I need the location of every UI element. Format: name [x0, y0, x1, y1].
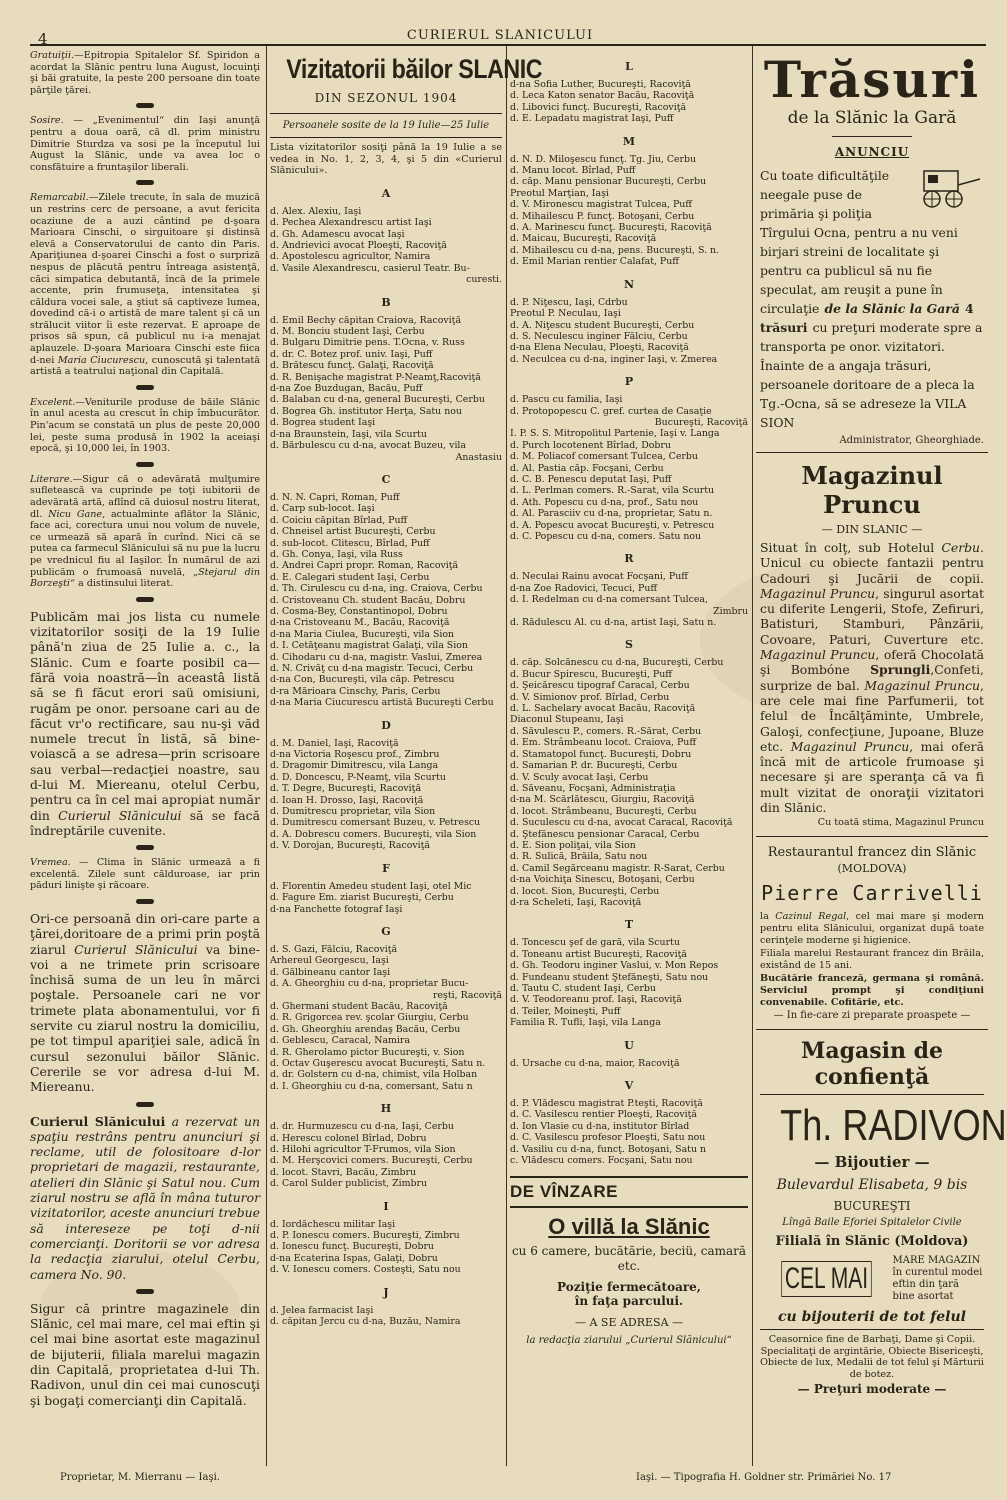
radivon-tagline — [760, 1255, 984, 1303]
visitor-entry: d. Toneanu artist Bucureşti, Racoviţă — [510, 948, 687, 960]
visitor-entry: d-na Maria Ciucurescu artistă Bucureşti Cerbu — [270, 697, 494, 709]
visitor-entry: d. căpitan Jercu cu d-na, Buzău, Namira — [270, 1316, 461, 1328]
section-letter: F — [382, 861, 390, 875]
visitor-entry: d. T. Degre, Bucureşti, Racoviţă — [270, 783, 422, 795]
trasuri-signature: Administrator, Gheorghiade. — [839, 435, 984, 446]
visitor-entry: d. Gh. Adamescu avocat Iaşi — [270, 228, 405, 240]
visitor-entry: d. N. N. Capri, Roman, Puff — [270, 491, 400, 503]
restaurant-text: la Cazinul Regal, cel mai mare şi modern pentru elita Slănicului, organizat după toate cerinţele moderne şi higienice. — [760, 911, 984, 946]
ornament-icon — [30, 459, 260, 470]
news-item: Sigur că printre magazinele din Slănic, cel mai mare, cel mai eftin şi cel mai bine asortat este magazinul de bijuterii, filiala marelui magazin din Capitală, proprietatea d-lui Th. Radivon, unul din cei mai cunoscuţi şi bogaţi comercianţi din Capitală. — [30, 1300, 260, 1408]
visitor-entry: d. I. Cetăţeanu magistrat Galaţi, vila Sion — [270, 640, 468, 652]
visitor-entry: d. C. Vasilescu rentier Ploeşti, Racoviţă — [510, 1109, 697, 1121]
visitor-entry: d. Herescu colonel Bîrlad, Dobru — [270, 1132, 427, 1144]
visitor-entry: d-na Con, Bucureşti, vila căp. Petrescu — [270, 674, 455, 686]
radivon-prices: — Preţuri moderate — — [797, 1382, 947, 1397]
column-divider — [752, 46, 753, 1466]
visitor-entry: d. Protopopescu C. gref. curtea de Casaţie — [510, 405, 712, 417]
trasuri-title: Trăsuri — [763, 50, 981, 109]
visitor-entry: d. V. Mironescu magistrat Tulcea, Puff — [510, 199, 692, 211]
section-letter: T — [624, 918, 634, 932]
visitor-entry: Bucureşti, Racoviţă — [654, 416, 748, 428]
restaurant-ad — [756, 837, 988, 1030]
visitor-entry: d. Cosma-Bey, Constantinopol, Dobru — [270, 605, 448, 617]
visitor-entry: d. Săvulescu P., comers. R.-Sărat, Cerbu — [510, 725, 702, 737]
visitor-entry: d. Vasile Alexandrescu, casierul Teatr. Bu- — [270, 262, 470, 274]
divider — [760, 1094, 984, 1095]
section-letter: H — [380, 1102, 392, 1116]
visitor-entry: d-na Maria Ciulea, Bucureşti, vila Sion — [270, 628, 455, 640]
ornament-icon — [30, 842, 260, 853]
visitor-entry: d. Brătescu funcţ. Galaţi, Racoviţă — [270, 360, 434, 372]
visitor-entry: d. Gălbineanu cantor Iaşi — [270, 966, 391, 978]
visitor-entry: d. Neculcea cu d-na, inginer Iaşi, v. Zmerea — [510, 353, 718, 365]
visitor-entry: d. Octav Guşerescu avocat Bucureşti, Satu n. — [270, 1057, 486, 1069]
visitor-entry: d-na Fanchette fotograf Iaşi — [270, 903, 403, 915]
visitor-entry: c. Vlădescu comers. Focşani, Satu nou — [510, 1155, 693, 1167]
trasuri-text-2: cu preţuri moderate spre a transporta pe onor. vizitatori. Înainte de a angaja trăsuri, persoanele doritoare de a pleca la Tg.-Ocna, să se adreseze la VILA SION — [760, 320, 983, 430]
visitor-entry: d. Dragomir Dimitrescu, vila Langa — [270, 760, 439, 772]
visitor-entry: Preotul Marţian, Iaşi — [510, 187, 609, 199]
news-item: Vremea. — Clima în Slănic urmează a fi excelentă. Zilele sunt călduroase, iar prin păduri linişte şi răcoare. — [30, 857, 260, 892]
visitor-entry: d. C. Popescu cu d-na, comers. Satu nou — [510, 531, 702, 542]
visitor-entry: d. V. Simionov prof. Bîrlad, Cerbu — [510, 691, 670, 703]
visitor-entry: I. P. S. S. Mitropolitul Partenie, Iaşi v. Langa — [510, 428, 720, 440]
visitor-entry: d. D. Doncescu, P-Neamţ, vila Scurtu — [270, 771, 446, 783]
divider — [760, 1329, 984, 1330]
visitor-entry: d. R. Gherolamo pictor Bucureşti, v. Sion — [270, 1046, 465, 1058]
visitor-entry: d. Balaban cu d-na, general Bucureşti, Cerbu — [270, 394, 485, 406]
radivon-heading: Magasin de confienţă — [800, 1038, 944, 1091]
visitor-entry: d. Maicau, Bucureşti, Racoviţă — [510, 233, 657, 245]
visitor-entry: d. Ion Vlasie cu d-na, institutor Bîrlad — [510, 1120, 690, 1132]
visitor-entry: d. căp. Solcănescu cu d-na, Bucureşti, Cerbu — [510, 657, 724, 669]
restaurant-title: Restaurantul francez din Slănic — [767, 845, 977, 861]
visitor-entry: d. E. Lepadatu magistrat Iaşi, Puff — [510, 113, 674, 125]
visitor-entry: d-na Sofia Luther, Bucureşti, Racoviţă — [510, 79, 691, 90]
pruncu-title: Magazinul Pruncu — [801, 461, 943, 519]
divider — [832, 136, 912, 137]
restaurant-location: (MOLDOVA) — [837, 862, 907, 876]
visitor-entry: d. Iordăchescu militar Iaşi — [270, 1218, 396, 1230]
visitor-entry: d. Emil Bechy căpitan Craiova, Racoviţă — [270, 314, 462, 326]
visitor-entry: d. Săveanu, Focşani, Administraţia — [510, 782, 676, 794]
section-letter: B — [381, 295, 391, 309]
visitor-entry: d. Ghermani student Bacău, Racoviţă — [270, 1000, 448, 1012]
visitor-entry: d. Ştefănescu pensionar Caracal, Cerbu — [510, 828, 700, 840]
visitor-entry: d. M. Poliacof comersant Tulcea, Cerbu — [510, 451, 698, 463]
visitors-list-column — [510, 50, 748, 1462]
visitor-entry: d-na Zoe Buzdugan, Bacău, Puff — [270, 383, 423, 395]
ornament-icon — [30, 594, 260, 605]
sale-description: cu 6 camere, bucătărie, beciü, camară etc. — [511, 1244, 747, 1274]
radivon-address: Bulevardul Elisabeta, 9 bis — [776, 1177, 968, 1194]
ornament-icon — [30, 100, 260, 111]
visitor-entry: Zimbru — [713, 605, 748, 617]
visitor-entry: d. Şeicărescu tipograf Caracal, Cerbu — [510, 680, 690, 692]
visitor-entry: d. Pascu cu familia, Iaşi — [510, 394, 623, 406]
visitor-entry: d. P. Vlădescu magistrat P.teşti, Racoviţă — [510, 1098, 703, 1110]
visitor-entry: d. V. Dorojan, Bucureşti, Racoviţă — [270, 840, 431, 852]
visitor-entry: d. C. B. Penescu deputat Iaşi, Puff — [510, 473, 672, 485]
visitor-entry: d-na Voichiţa Sinescu, Botoşani, Cerbu — [510, 874, 695, 886]
section-letter: I — [383, 1199, 389, 1213]
visitor-entry: d. S. Neculescu inginer Fălciu, Cerbu — [510, 330, 688, 342]
ornament-icon — [30, 382, 260, 393]
visitor-entry: d. Mihailescu cu d-na, pens. Bucureşti, S. n. — [510, 244, 720, 256]
visitor-entry: d. Mihailescu P. funcţ. Botoşani, Cerbu — [510, 210, 695, 222]
section-letter: V — [624, 1079, 634, 1093]
visitor-entry: d. Hilohi agricultor T-Frumos, vila Sion — [270, 1144, 456, 1155]
pruncu-text: Situat în colţ, sub Hotelul Cerbu. Unicul cu obiecte fantazii pentru Cadouri şi Jucării de copii. Magazinul Pruncu, singurul asortat cu diferite Lengerii, Stofe, Zefiruri, Batisturi, Stamburi, Pânzării, Covoare, Paturi, Cuverture etc. Magazinul Pruncu, oferă Chocolată şi Bombóne Sprungli,Confeti, surprize de bal. Magazinul Pruncu, are cele mai fine Parfumerii, tot felul de Încălţăminte, Umbrele, Galoşi, confecţiune, Jupoane, Bluze etc. Magazinul Pruncu, mai oferă încă mit de articole frumoase şi necesare şi are speranţa că va fi mult vizitat de onoraţii vizitatori din Slănic. — [760, 540, 985, 816]
visitor-entry: d. I. Gheorghiu cu d-na, comersant, Satu n — [270, 1080, 473, 1092]
trasuri-count: 4 trăsuri — [760, 301, 974, 335]
radivon-ad — [756, 1030, 1007, 1404]
visitor-entry: d. R. Sulică, Brăila, Satu nou — [510, 851, 648, 863]
visitor-entry: d-na Braunstein, Iaşi, vila Scurtu — [270, 428, 427, 440]
divider — [510, 1176, 748, 1178]
news-item: Curierul Slănicului a rezervat un spaţiu restrâns pentru anunciuri şi reclame, util de folositoare d-lor proprietari de magazii, restaurante, atelieri din Slănic şi Satul nou. Cum ziarul nostru se află în mâna tuturor vizitatorilor, aceste anunciuri trebue să intereseze pe toţi d-nii comercianţi. Doritorii se vor adresa la redacţia ziarului, otelul Cerbu, camera No. 90. — [30, 1113, 260, 1282]
sale-contact-label: — A SE ADRESA — — [574, 1316, 684, 1330]
ornament-icon — [30, 1099, 260, 1110]
news-item: Publicăm mai jos lista cu numele vizitatorilor sosiţi de la 19 Iulie până'n ziua de 25 Iulie a. c., la Slănic. Cum e foarte posibil ca—fără voia noastră—în aceastâ listă să se fi făcut erori saü omisiuni, rugăm pe onor. persoane cari au de făcut vr'o rectificare, sau nu-şi văd numele trecut în listă, să bine-voiască a se adresa—prin scrisoare sau verbal—redacţiei noastre, sau d-lui M. Miereanu, otelul Cerbu, pentru ca în cel mai apropiat număr din Curierul Slănicului să se facă îndreptările cuvenite. — [30, 608, 260, 838]
visitor-entry: d. dr. Hurmuzescu cu d-na, Iaşi, Cerbu — [270, 1121, 454, 1133]
visitor-entry: d. A. Dobrescu comers. Bucureşti, vila Sion — [270, 828, 477, 840]
visitor-list — [510, 60, 748, 1166]
footer-proprietor: Proprietar, M. Mierranu — Iaşi. — [60, 1472, 220, 1483]
visitor-entry: d. Bucur Spirescu, Bucureşti, Puff — [510, 668, 672, 680]
section-letter: D — [381, 718, 391, 732]
tagline-line: eftin din ţară — [892, 1279, 959, 1291]
visitor-entry: d. Dumitrescu proprietar, vila Sion — [270, 806, 436, 818]
section-letter: L — [625, 60, 633, 73]
visitor-entry: d. Bogrea Gh. institutor Herţa, Satu nou — [270, 405, 462, 417]
visitor-entry: d. Leca Katon senator Bacău, Racoviţă — [510, 90, 695, 102]
trasuri-text: Cu toate dificultăţile neegale puse de primăria şi poliţia Tîrgului Ocna, pentru a nu veni birjari streini de localitate şi pentru ca publicul să nu fie speculat, am reuşit a pune în circulaţie — [760, 168, 958, 316]
section-letter: J — [383, 1285, 389, 1299]
visitor-entry: Diaconul Stupeanu, Iaşi — [510, 714, 624, 726]
tagline-line: bine asortat — [892, 1291, 954, 1303]
visitor-entry: d. Bulgaru Dimitrie pens. T.Ocna, v. Russ — [270, 337, 465, 349]
visitor-entry: d. Gh. Conya, Iaşi, vila Russ — [270, 548, 403, 560]
visitor-entry: d. A. Marinescu funcţ. Bucureşti, Racoviţă — [510, 222, 712, 234]
visitor-entry: d. Manu locot. Bîrlad, Puff — [510, 165, 636, 177]
visitor-entry: d. Fundeanu student Ştefăneşti, Satu nou — [510, 971, 709, 983]
visitor-entry: d. C. Vasilescu profesor Ploeşti, Satu nou — [510, 1132, 706, 1144]
sale-position: Poziţie fermecătoare, — [557, 1280, 701, 1295]
restaurant-owner: Pierre Carrivelli — [761, 881, 983, 906]
visitor-entry: d. Chneisel artist Bucureşti, Cerbu — [270, 526, 436, 538]
visitor-entry: d. S. Gazi, Fălciu, Racoviţă — [270, 943, 398, 955]
section-letter: N — [623, 277, 635, 291]
visitor-entry: reşti, Racoviţă — [433, 989, 502, 1001]
divider — [270, 137, 502, 138]
visitor-entry: d. căp. Manu pensionar Bucureşti, Cerbu — [510, 176, 707, 188]
pruncu-ad — [756, 453, 988, 837]
section-letter: R — [624, 552, 634, 566]
visitor-entry: d-na Zoe Radovici, Tecuci, Puff — [510, 582, 658, 594]
news-item: Gratuiţii.—Epitropia Spitalelor Sf. Spiridon a acordat la Slănic pentru luna August, locuinţi şi băi gratuite, la peste 200 persoane din toate părţile ţărei. — [30, 50, 260, 96]
visitor-entry: d. M. Bonciu student Iaşi, Cerbu — [270, 326, 425, 338]
visitor-entry: d. Al. Parasciiv cu d-na, proprietar, Satu n. — [510, 508, 713, 520]
news-item: Remarcabil.—Zilele trecute, în sala de muzică un restrins cerc de persoane, a avut fericita ocaziune de a auzi cântind pe d-şoara Marioara Cinschi, o sirguitoare şi distinsă elevă a Conservatorului de canto din Paris. Apariţiunea d-şoarei Cinschi a fost o surpriză nespus de plăcută pentru întreaga asistenţă, căci simpatica debutantă, încă de la primele accente, prin frumuseţa, intensitatea şi căldura vocei sale, a ştiut să captiveze lumea, dovedind că-i o artistă de mare talent şi că un strălucit viitor îi este rezervat. E aproape de prisos să spun, că publicul nu i-a menajat aplauzele. D-şoara Marioara Cinschi este fiica d-nei Maria Ciucurescu, cunoscută şi talentată artistă a teatrului naţional din Capitală. — [30, 192, 260, 378]
ornament-icon — [30, 1286, 260, 1297]
sale-position-park: în faţa parcului. — [574, 1294, 684, 1309]
visitor-entry: d. A. Gheorghiu cu d-na, proprietar Bucu- — [270, 978, 469, 990]
visitor-entry: d. V. Sculy avocat Iaşi, Cerbu — [510, 771, 649, 783]
visitor-entry: d. N. Crivăţ cu d-na magistr. Tecuci, Cerbu — [270, 663, 474, 674]
ornament-icon — [30, 896, 260, 907]
season-label: DIN SEZONUL 1904 — [314, 91, 458, 105]
visitor-entry: d. Al. Pastia căp. Focşani, Cerbu — [510, 462, 664, 474]
visitor-entry: d. M. Herşcovici comers. Bucureşti, Cerbu — [270, 1155, 473, 1167]
visitor-entry: d. Alex. Alexiu, Iaşi — [270, 205, 362, 217]
visitor-entry: Anastasiu — [455, 451, 502, 463]
visitor-entry: d. Purch locotenent Bîrlad, Dobru — [510, 439, 671, 451]
visitor-entry: d. Cihodaru cu d-na, magistr. Vaslui, Zmerea — [270, 651, 483, 663]
restaurant-footer: — In fie-care zi preparate proaspete — — [773, 1010, 971, 1022]
visitor-entry: d. N. D. Miloşescu funcţ. Tg. Jiu, Cerbu — [510, 153, 697, 165]
visitor-entry: d. Gh. Teodoru inginer Vaslui, v. Mon Repos — [510, 960, 719, 972]
visitor-entry: d-na M. Scărlătescu, Giurgiu, Racoviţă — [510, 794, 695, 806]
list-subtitle: Persoanele sosite de la 19 Iulie—25 Iulie — [282, 120, 490, 131]
visitor-entry: d. Tautu C. student Iaşi, Cerbu — [510, 983, 656, 994]
section-letter: G — [381, 924, 391, 938]
visitor-entry: d. Toncescu şef de gară, vila Scurtu — [510, 937, 680, 949]
restaurant-filiala: Filiala marelui Restaurant francez din Brăila, existând de 15 ani. — [760, 948, 984, 971]
section-letter: A — [381, 186, 391, 200]
radivon-items: Ceasornice fine de Barbaţi, Dame şi Copii. Specialitaţi de argintărie, Obiecte Bisericeşti, Obiecte de lux, Medalii de tot felul şi Mărturii de botez. — [760, 1334, 984, 1380]
visitor-entry: d-na Victoria Roşescu prof., Zimbru — [270, 749, 440, 761]
advertisements-column — [756, 50, 1007, 1462]
visitor-entry: d. A. Niţescu student Bucureşti, Cerbu — [510, 319, 695, 331]
radivon-role: — Bijoutier — — [814, 1153, 930, 1172]
restaurant-services: Bucătărie franceză, germana şi română. Serviciul prompt şi condiţiuni convenabile. Cofitărie, etc. — [760, 973, 984, 1008]
visitor-entry: d. L. Sachelary avocat Bacău, Racoviţă — [510, 703, 696, 715]
visitors-list-column — [270, 50, 543, 1462]
visitor-entry: d. L. Perlman comers. R.-Sarat, vila Scurtu — [510, 485, 715, 497]
visitor-entry: d-na Cristoveanu M., Bacău, Racoviţă — [270, 617, 450, 629]
visitor-entry: d. Ionescu funcţ. Bucureşti, Dobru — [270, 1241, 434, 1253]
radivon-city: BUCUREŞTI — [833, 1199, 911, 1214]
visitor-entry: d. V. Teodoreanu prof. Iaşi, Racoviţă — [510, 994, 682, 1006]
visitor-entry: d. Camil Segărceanu magistr. R-Sarat, Cerbu — [510, 862, 725, 874]
visitor-entry: d. dr. Golstern cu d-na, chimist, vila Holban — [270, 1069, 478, 1081]
sale-title: O villă la Slănic — [548, 1214, 710, 1240]
visitor-entry: d. Florentin Amedeu student Iaşi, otel Mic — [270, 880, 472, 892]
visitor-entry: d. Rădulescu Al. cu d-na, artist Iaşi, Satu n. — [510, 617, 717, 629]
visitor-entry: d. E. Sion poliţai, vila Sion — [510, 839, 636, 851]
visitor-entry: Arhereul Georgescu, Iaşi — [270, 955, 389, 967]
carriage-icon — [914, 165, 984, 209]
divider — [270, 113, 502, 114]
visitor-entry: d. Cristoveanu Ch. student Bacău, Dobru — [270, 594, 466, 606]
visitor-entry: d. Carol Sulder publicist, Zimbru — [270, 1178, 428, 1190]
tagline-line: în curentul modei — [892, 1267, 983, 1279]
visitor-entry: d. Jelea farmacist Iaşi — [270, 1304, 374, 1316]
section-letter: M — [622, 134, 636, 148]
newspaper-title: CURIERUL SLANICULUI — [406, 28, 594, 43]
visitor-entry: d. Ath. Popescu cu d-na, prof., Satu nou — [510, 496, 699, 508]
visitor-entry: d. Pechea Alexandrescu artist Iaşi — [270, 217, 432, 229]
visitor-entry: d. Apostolescu agricultor, Namira — [270, 251, 431, 263]
visitor-entry: d. A. Popescu avocat Bucureşti, v. Petrescu — [510, 519, 715, 531]
visitor-entry: d-na Ecaterina Ispas, Galaţi, Dobru — [270, 1252, 438, 1264]
column-divider — [506, 46, 507, 1466]
footer-printer: Iaşi. — Tipografia H. Goldner str. Primăriei No. 17 — [636, 1472, 892, 1483]
visitor-entry: d. Andrievici avocat Ploeşti, Racoviţă — [270, 240, 447, 251]
visitor-entry: curesti. — [466, 274, 502, 286]
visitor-entry: d. Samarian P. dr. Bucureşti, Cerbu — [510, 760, 678, 772]
header-rule — [30, 44, 986, 46]
sale-contact: la redacţia ziarului „Curierul Slănicului“ — [526, 1335, 732, 1347]
visitor-entry: d. P. Ionescu comers. Bucureşti, Zimbru — [270, 1230, 460, 1242]
visitor-entry: d. Bogrea student Iaşi — [270, 417, 376, 429]
pruncu-subtitle: — DIN SLANIC — — [821, 523, 923, 536]
visitor-entry: d. Teiler, Moineşti, Puff — [510, 1005, 621, 1017]
anunciu-heading: ANUNCIU — [834, 145, 910, 159]
visitor-entry: d. Dumitrescu comersant Buzeu, v. Petrescu — [270, 817, 481, 829]
visitor-entry: Preotul P. Neculau, Iaşi — [510, 308, 621, 320]
trasuri-ad — [756, 50, 988, 453]
news-item: Excelent.—Veniturile produse de băile Slănic în anul acesta au crescut în chip îmbucurător. Pin'acum se constată un plus de peste 20,000 lei, peste suma produsă în 1902 la aceiaşi epocă, şi 10,000 lei, în 1903. — [30, 396, 260, 455]
visitor-entry: d. Suculescu cu d-na, avocat Caracal, Racoviţă — [510, 817, 733, 829]
radivon-bijouterii: cu bijouterii de tot felul — [778, 1309, 966, 1326]
visitor-entry: d. M. Daniel, Iaşi, Racoviţă — [270, 737, 399, 749]
visitor-entry: d. locot. Strâmbeanu, Bucureşti, Cerbu — [510, 805, 697, 817]
radivon-location: Lîngă Baile Eforiei Spitalelor Civile — [782, 1217, 962, 1229]
news-item: Literare.—Sigur că o adevărată mulţumire sufletească va cuprinde pe toţi iubitorii de adevărată artă, aflînd că duiosul nostru literat, dl. Nicu Gane, actualminte aflător la Slănic, face aci, corectura unui nou volum de nuvele, ce urmează să apară în curînd. Nici că se putea ca farmecul Slănicului să nu pue la lucru pe vrednicul fiu al Iaşilor. În numărul de azi publicăm o frumoasă nuvelă, „Stejarul din Borzeşti“ a distinsului literat. — [30, 473, 261, 590]
trasuri-route: de la Slănic la Gară — [824, 301, 960, 316]
visitor-entry: d. dr. C. Botez prof. univ. Iaşi, Puff — [270, 348, 433, 360]
visitor-entry: d. Andrei Capri propr. Roman, Racoviţă — [270, 560, 459, 572]
visitor-entry: d-na Elena Neculau, Ploeşti, Racoviţă — [510, 342, 689, 354]
trasuri-subtitle: de la Slănic la Gară — [787, 108, 957, 128]
visitor-entry: d. Ursache cu d-na, maior, Racoviţă — [510, 1057, 680, 1069]
visitor-entry: d. Ioan H. Drosso, Iaşi, Racoviţă — [270, 794, 424, 806]
visitor-entry: d. Libovici funcţ. Bucureşti, Racoviţă — [510, 101, 687, 113]
news-item: Sosire. — „Evenimentul“ din Iaşi anunţă pentru a doua oară, că dl. prim ministru Dimitrie Sturdza va sosi pe la începutul lui August la Slănic, unde va avea loc o consfătuire a fruntaşilor liberali. — [30, 115, 260, 173]
visitor-entry: d. V. Ionescu comers. Costeşti, Satu nou — [270, 1264, 461, 1276]
visitor-entry: d. Th. Cirulescu cu d-na, ing. Craiova, Cerbu — [270, 583, 483, 595]
column-divider — [266, 46, 267, 1466]
visitor-entry: d. Emil Marian rentier Calafat, Puff — [510, 256, 679, 268]
divider — [510, 1206, 748, 1208]
news-column — [30, 50, 260, 1462]
ornament-icon — [30, 177, 260, 188]
visitor-entry: d. Vasiliu cu d-na, funcţ. Botoşani, Satu n — [510, 1143, 707, 1155]
visitor-entry: d. Stamatopol funcţ. Bucureşti, Dobru — [510, 748, 692, 760]
visitor-entry: d. R. Benişache magistrat P-Neamţ,Racoviţă — [270, 371, 481, 383]
visitor-entry: d. Carp sub-locot. Iaşi — [270, 503, 375, 515]
visitor-entry: d. Geblescu, Caracal, Namira — [270, 1035, 410, 1047]
sale-heading: DE VÎNZARE — [510, 1182, 618, 1202]
visitor-entry: d. locot. Stavri, Bacău, Zimbru — [270, 1166, 416, 1178]
list-intro: Lista vizitatorilor sosiţi până la 19 Iulie a se vedea in No. 1, 2, 3, 4, şi 5 din «Curierul Slănicului». — [270, 142, 502, 177]
radivon-branch: Filială în Slănic (Moldova) — [775, 1234, 969, 1250]
visitor-entry: d. E. Calegari student Iaşi, Cerbu — [270, 571, 430, 583]
visitor-entry: d. Fagure Em. ziarist Bucureşti, Cerbu — [270, 892, 454, 904]
cel-mai-label: CEL MAI — [781, 1261, 871, 1297]
visitor-entry: d. Bărbulescu cu d-na, avocat Buzeu, vila — [270, 440, 467, 452]
pruncu-signature: Cu toată stima, Magazinul Pruncu — [817, 817, 984, 829]
visitor-entry: Familia R. Tufli, Iaşi, vila Langa — [510, 1017, 661, 1029]
visitor-entry: d-ra Scheleti, Iaşi, Racoviţă — [510, 896, 642, 908]
visitor-entry: d. Gh. Gheorghiu arendaş Bacău, Cerbu — [270, 1023, 461, 1035]
visitor-entry: d. Em. Strâmbeanu locot. Craiova, Puff — [510, 737, 697, 749]
visitor-entry: d. sub-locot. Clitescu, Bîrlad, Puff — [270, 537, 430, 549]
visitor-entry: d. R. Grigorcea rev. şcolar Giurgiu, Cerbu — [270, 1012, 469, 1024]
visitor-entry: d. Coiciu căpitan Bîrlad, Puff — [270, 514, 408, 526]
news-item: Ori-ce persoană din ori-care parte a ţărei,doritoare de a primi prin poştă ziarul Curierul Slănicului va bine-voi a ne trimete prin scrisoare închisă suma de un leu în mărci poştale. Persoanele cari ne vor trimete plata abonamentului, vor fi servite cu ziarul nostru la domiciliu, pe tot timpul apariţiei sale, adică în cursul sezonului băilor Slănic. Cererile se vor adresa d-lui M. Miereanu. — [30, 910, 260, 1095]
visitor-entry: d. I. Redelman cu d-na comersant Tulcea, — [510, 594, 708, 606]
visitor-entry: d. P. Niţescu, Iaşi, Cdrbu — [510, 296, 628, 308]
section-letter: C — [381, 472, 391, 486]
section-letter: U — [624, 1038, 634, 1052]
section-letter: P — [624, 375, 634, 389]
visitor-list — [270, 187, 502, 1328]
radivon-name: Th. RADIVON — [780, 1101, 1007, 1151]
visitor-entry: d. Neculai Rainu avocat Focşani, Puff — [510, 571, 688, 583]
tagline-line: MARE MAGAZIN — [892, 1255, 981, 1267]
section-letter: S — [625, 638, 633, 652]
page-number: 4 — [38, 30, 48, 48]
visitor-entry: d-ra Mărioara Cinschy, Paris, Cerbu — [270, 685, 441, 697]
visitor-entry: d. locot. Sion, Bucureşti, Cerbu — [510, 885, 660, 897]
masthead: Vizitatorii băilor SLANIC — [286, 54, 543, 84]
